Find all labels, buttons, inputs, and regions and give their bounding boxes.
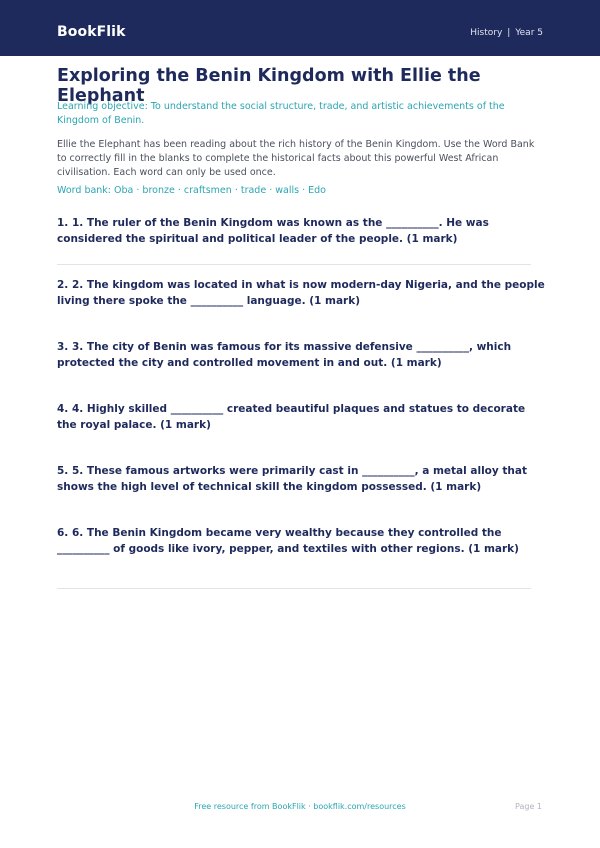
separator: | [507,28,511,38]
question-6: 6. 6. The Benin Kingdom became very wealthy because they controlled the __________ of goods like ivory, pepper, and textiles with other regions. (1 mark) [57,527,519,555]
footer-link[interactable]: Free resource from BookFlik · bookflik.com/resources [194,802,406,811]
question-3: 3. 3. The city of Benin was famous for its massive defensive __________, which protected the city and controlled movement in and out. (1 mark) [57,341,512,369]
divider [57,264,531,265]
word-bank: Word bank: Oba · bronze · craftsmen · trade · walls · Edo [57,185,326,196]
question-5: 5. 5. These famous artworks were primarily cast in __________, a metal alloy that shows the high level of technical skill the kingdom possessed. (1 mark) [57,465,527,493]
subject-year-label [470,28,543,38]
page-title: Exploring the Benin Kingdom with Ellie the Elephant [57,66,481,106]
brand-logo[interactable]: BookFlik [57,24,126,40]
question-2: 2. 2. The kingdom was located in what is now modern-day Nigeria, and the people living there spoke the __________ language. (1 mark) [57,279,545,307]
question-4: 4. 4. Highly skilled __________ created beautiful plaques and statues to decorate the royal palace. (1 mark) [57,403,526,431]
intro-text: Ellie the Elephant has been reading about the rich history of the Benin Kingdom. Use the Word Bank to correctly fill in the blanks to complete the historical facts about this powerful West African civilisation. Each word can only be used once. [57,139,535,178]
year-label: Year 5 [515,28,543,38]
question-1: 1. 1. The ruler of the Benin Kingdom was known as the __________. He was considered the spiritual and political leader of the people. (1 mark) [57,217,489,245]
page-number: Page 1 [515,802,542,811]
learning-objective: Learning objective: To understand the social structure, trade, and artistic achievements of the Kingdom of Benin. [57,101,505,126]
header-bar [0,0,600,56]
subject-label: History [470,28,503,38]
divider [57,588,531,589]
